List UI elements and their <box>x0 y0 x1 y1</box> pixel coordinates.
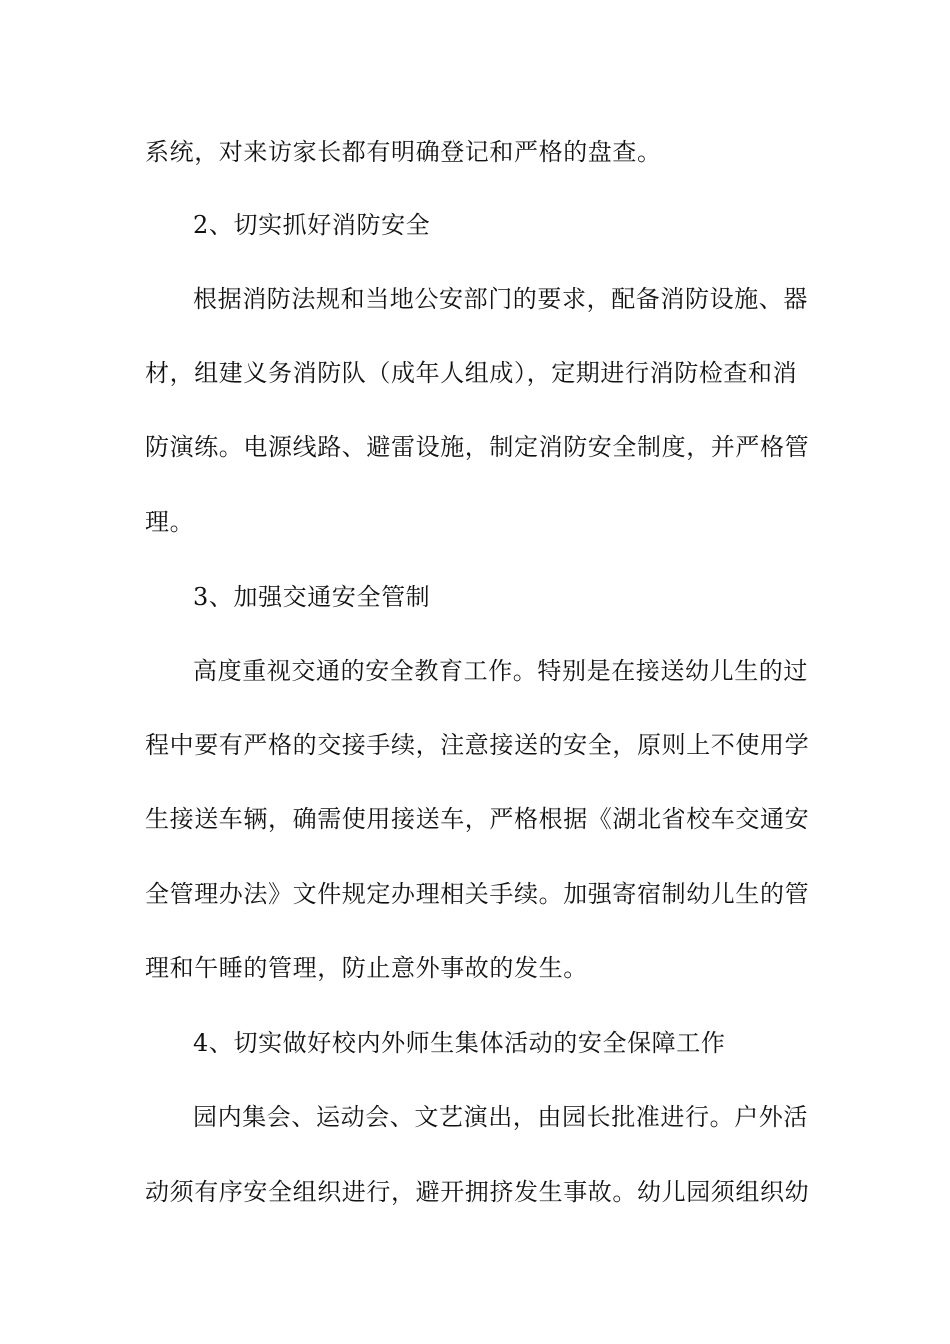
body-line: 全管理办法》文件规定办理相关手续。加强寄宿制幼儿生的管 <box>145 880 810 908</box>
section-heading: 2、切实抓好消防安全 <box>193 211 431 239</box>
body-line: 生接送车辆，确需使用接送车，严格根据《湖北省校车交通安 <box>145 805 810 833</box>
body-line: 根据消防法规和当地公安部门的要求，配备消防设施、器 <box>193 285 808 313</box>
body-line: 程中要有严格的交接手续，注意接送的安全，原则上不使用学 <box>145 731 810 759</box>
body-line: 园内集会、运动会、文艺演出，由园长批准进行。户外活 <box>193 1103 808 1131</box>
body-line: 理。 <box>145 508 195 536</box>
body-line: 防演练。电源线路、避雷设施，制定消防安全制度，并严格管 <box>145 433 810 461</box>
section-heading: 4、切实做好校内外师生集体活动的安全保障工作 <box>193 1029 726 1057</box>
body-line: 动须有序安全组织进行，避开拥挤发生事故。幼儿园须组织幼 <box>145 1178 810 1206</box>
body-line: 理和午睡的管理，防止意外事故的发生。 <box>145 954 588 982</box>
body-line: 高度重视交通的安全教育工作。特别是在接送幼儿生的过 <box>193 657 808 685</box>
section-heading: 3、加强交通安全管制 <box>193 583 431 611</box>
body-line: 材，组建义务消防队（成年人组成），定期进行消防检查和消 <box>145 359 798 387</box>
body-line: 系统，对来访家长都有明确登记和严格的盘查。 <box>145 138 662 166</box>
